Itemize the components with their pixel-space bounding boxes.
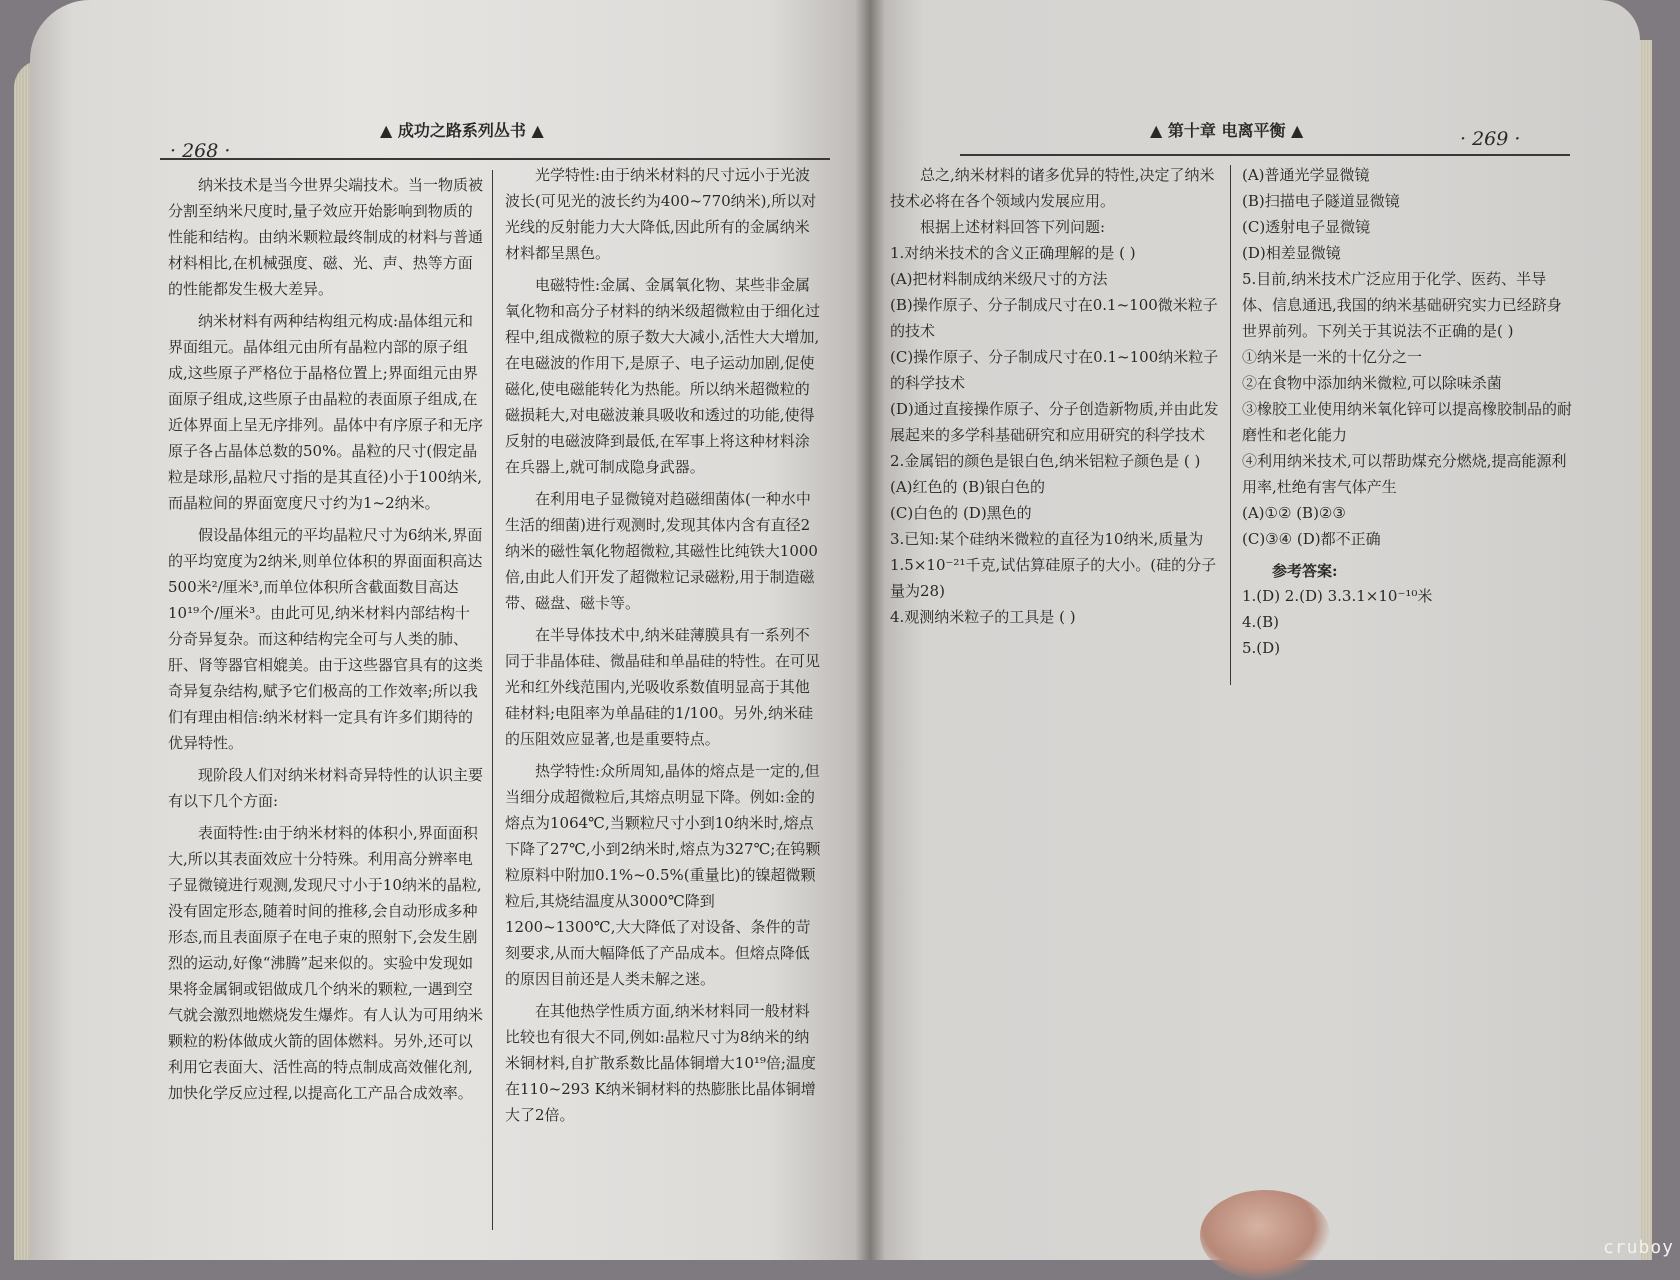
answers-title: 参考答案: (1272, 562, 1338, 580)
answer-line: 5.(D) (1242, 639, 1281, 657)
question-5: 5.目前,纳米技术广泛应用于化学、医药、半导体、信息通迅,我国的纳米基础研究实力已经跻身世界前列。下列关于其说法不正确的是( ) (1242, 270, 1562, 340)
question-2: 2.金属铝的颜色是银白色,纳米铝粒子颜色是 ( ) (890, 452, 1201, 470)
left-column-2 (505, 162, 823, 1128)
right-page-number: · 269 · (1460, 128, 1521, 150)
option: (C)白色的 (D)黑色的 (890, 504, 1032, 522)
option: (B)操作原子、分子制成尺寸在0.1~100微米粒子的技术 (890, 296, 1218, 340)
paragraph: 纳米技术是当今世界尖端技术。当一物质被分割至纳米尺度时,量子效应开始影响到物质的性能和结构。由纳米颗粒最终制成的材料与普通材料相比,在机械强度、磁、光、声、热等方面的性能都发生极大差异。 (168, 176, 484, 298)
answers-block (1242, 583, 1572, 661)
book-gutter-shadow (855, 0, 885, 1260)
answer-line: 4.(B) (1242, 613, 1280, 631)
paragraph: 在其他热学性质方面,纳米材料同一般材料比较也有很大不同,例如:晶粒尺寸为8纳米的纳米铜材料,自扩散系数比晶体铜增大10¹⁹倍;温度在110~293 K纳米铜材料的热膨胀比晶体铜增大了2倍。 (505, 1002, 816, 1124)
option: (C)操作原子、分子制成尺寸在0.1~100纳米粒子的科学技术 (890, 348, 1219, 392)
paragraph: 电磁特性:金属、金属氧化物、某些非金属氧化物和高分子材料的纳米级超微粒由于细化过程中,组成微粒的原子数大大减小,活性大大增加,在电磁波的作用下,是原子、电子运动加剧,促使磁化,使电磁能转化为热能。所以纳米超微粒的磁损耗大,对电磁波兼具吸收和透过的功能,使得反射的电磁波降到最低,在军事上将这种材料涂在兵器上,就可制成隐身武器。 (505, 276, 821, 476)
left-header-rule (160, 158, 830, 160)
thumb (1200, 1190, 1330, 1280)
left-page-header: ▲ 成功之路系列丛书 ▲ (380, 121, 544, 140)
left-column-1 (168, 172, 483, 1106)
question-4: 4.观测纳米粒子的工具是 ( ) (890, 608, 1076, 626)
statement: ②在食物中添加纳米微粒,可以除味杀菌 (1242, 374, 1502, 392)
left-column-divider (492, 170, 493, 1230)
statement: ④利用纳米技术,可以帮助煤充分燃烧,提高能源利用率,杜绝有害气体产生 (1242, 452, 1567, 496)
right-column-2 (1242, 162, 1572, 584)
paragraph: 根据上述材料回答下列问题: (920, 218, 1106, 236)
option: (C)透射电子显微镜 (1242, 218, 1371, 236)
option: (A)普通光学显微镜 (1242, 166, 1370, 184)
option: (A)红色的 (B)银白色的 (890, 478, 1046, 496)
paragraph: 光学特性:由于纳米材料的尺寸远小于光波波长(可见光的波长约为400~770纳米),所以对光线的反射能力大大降低,因此所有的金属纳米材料都呈黑色。 (505, 166, 817, 262)
option: (A)①② (B)②③ (1242, 504, 1346, 522)
option: (A)把材料制成纳米级尺寸的方法 (890, 270, 1108, 288)
question-3: 3.已知:某个硅纳米微粒的直径为10纳米,质量为1.5×10⁻²¹千克,试估算硅原子的大小。(硅的分子量为28) (890, 530, 1217, 600)
paragraph: 表面特性:由于纳米材料的体积小,界面面积大,所以其表面效应十分特殊。利用高分辨率电子显微镜进行观测,发现尺寸小于10纳米的晶粒,没有固定形态,随着时间的推移,会自动形成多种形态,而且表面原子在电子束的照射下,会发生剧烈的运动,好像“沸腾”起来似的。实验中发现如果将金属铜或铝做成几个纳米的颗粒,一遇到空气就会激烈地燃烧发生爆炸。有人认为可用纳米颗粒的粉体做成火箭的固体燃料。另外,还可以利用它表面大、活性高的特点制成高效催化剂,加快化学反应过程,以提高化工产品合成效率。 (168, 824, 484, 1102)
right-page-header: ▲ 第十章 电离平衡 ▲ (1150, 121, 1304, 140)
statement: ①纳米是一米的十亿分之一 (1242, 348, 1423, 366)
left-page (30, 0, 870, 1260)
paragraph: 在半导体技术中,纳米硅薄膜具有一系列不同于非晶体硅、微晶硅和单晶硅的特性。在可见光和红外线范围内,光吸收系数值明显高于其他硅材料;电阻率为单晶硅的1/100。另外,纳米硅的压阻效应显著,也是重要特点。 (505, 626, 821, 748)
right-column-divider (1230, 165, 1231, 685)
paragraph: 总之,纳米材料的诸多优异的特性,决定了纳米技术必将在各个领域内发展应用。 (890, 166, 1215, 210)
option: (D)通过直接操作原子、分子创造新物质,并由此发展起来的多学科基础研究和应用研究的科学技术 (890, 400, 1219, 444)
right-column-1 (890, 162, 1220, 630)
paragraph: 在利用电子显微镜对趋磁细菌体(一种水中生活的细菌)进行观测时,发现其体内含有直径2纳米的磁性氧化物超微粒,其磁性比纯铁大1000倍,由此人们开发了超微粒记录磁粉,用于制造磁带、磁盘、磁卡等。 (505, 490, 818, 612)
paragraph: 热学特性:众所周知,晶体的熔点是一定的,但当细分成超微粒后,其熔点明显下降。例如:金的熔点为1064℃,当颗粒尺寸小到10纳米时,熔点下降了27℃,小到2纳米时,熔点为327℃;在钨颗粒原料中附加0.1%~0.5%(重量比)的镍超微颗粒后,其烧结温度从3000℃降到1200~1300℃,大大降低了对设备、条件的苛刻要求,从而大幅降低了产品成本。但熔点降低的原因目前还是人类未解之迷。 (505, 762, 821, 988)
paragraph: 纳米材料有两种结构组元构成:晶体组元和界面组元。晶体组元由所有晶粒内部的原子组成,这些原子严格位于晶格位置上;界面组元由界面原子组成,这些原子由晶粒的表面原子组成,在近体界面上呈无序排列。晶体中有序原子和无序原子各占晶体总数的50%。晶粒的尺寸(假定晶粒是球形,晶粒尺寸指的是其直径)小于100纳米,而晶粒间的界面宽度尺寸约为1~2纳米。 (168, 312, 484, 512)
watermark: cruboy (1602, 1237, 1674, 1258)
paragraph: 假设晶体组元的平均晶粒尺寸为6纳米,界面的平均宽度为2纳米,则单位体积的界面面积高达500米²/厘米³,而单位体积所含截面数目高达10¹⁹个/厘米³。由此可见,纳米材料内部结构十分奇异复杂。而这种结构完全可与人类的肺、肝、肾等器官相媲美。由于这些器官具有的这类奇异复杂结构,赋予它们极高的工作效率;所以我们有理由相信:纳米材料一定具有许多们期待的优异特性。 (168, 526, 484, 752)
statement: ③橡胶工业使用纳米氧化锌可以提高橡胶制品的耐磨性和老化能力 (1242, 400, 1573, 444)
question-1: 1.对纳米技术的含义正确理解的是 ( ) (890, 244, 1136, 262)
right-page (870, 0, 1640, 1260)
option: (C)③④ (D)都不正确 (1242, 530, 1381, 548)
option: (D)相差显微镜 (1242, 244, 1341, 262)
paragraph: 现阶段人们对纳米材料奇异特性的认识主要有以下几个方面: (168, 766, 484, 810)
option: (B)扫描电子隧道显微镜 (1242, 192, 1400, 210)
answer-line: 1.(D) 2.(D) 3.3.1×10⁻¹⁰米 (1242, 587, 1433, 605)
left-page-number: · 268 · (170, 140, 231, 162)
right-header-rule (960, 154, 1570, 156)
